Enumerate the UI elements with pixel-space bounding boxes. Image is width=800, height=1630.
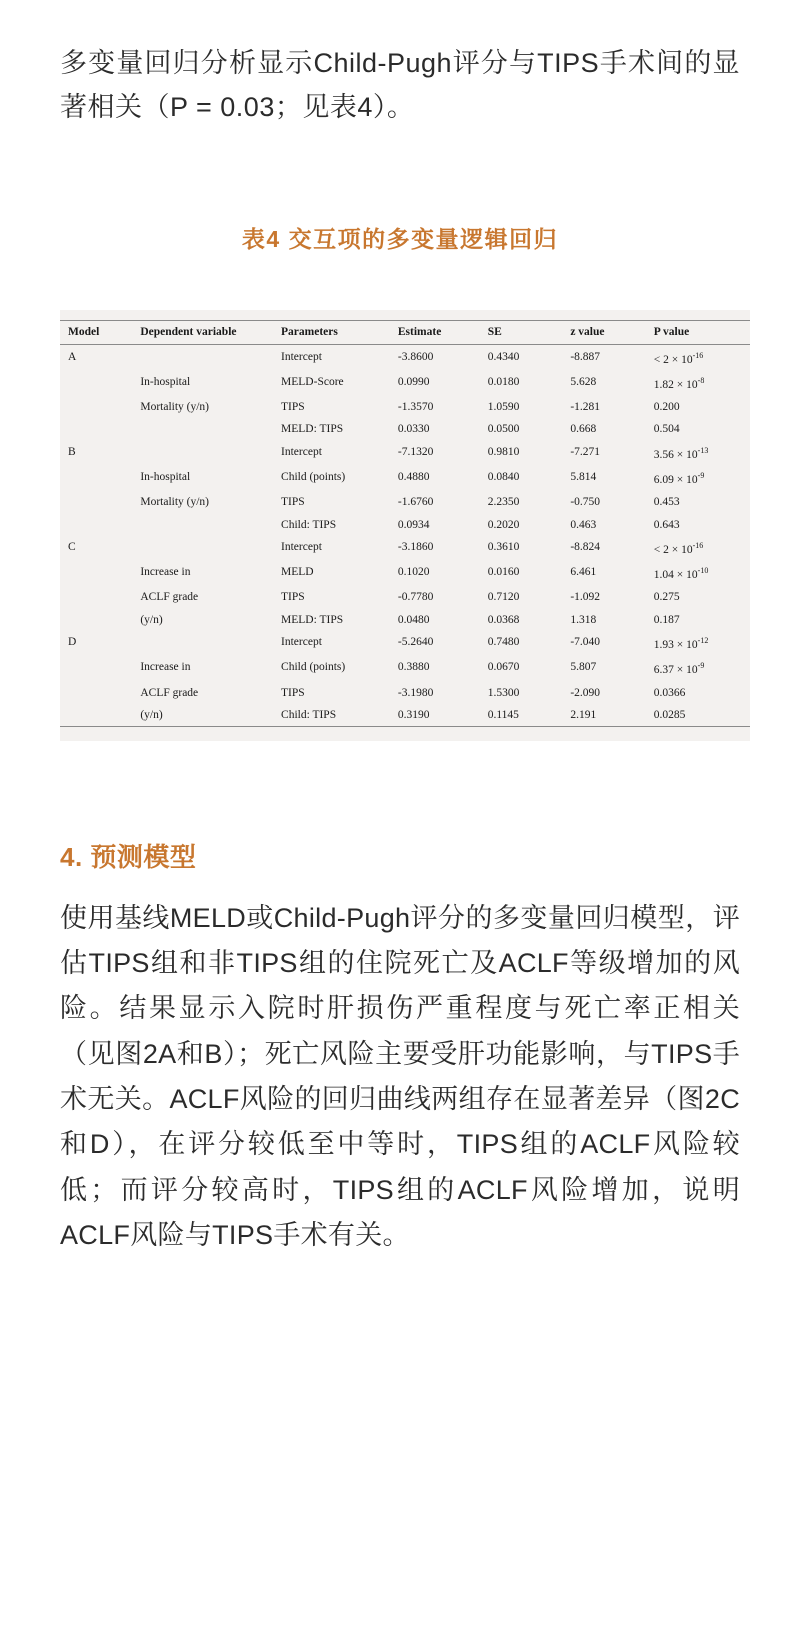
cell-dependent-variable: ACLF grade: [140, 591, 199, 604]
cell-dependent-variable: In-hospital: [140, 375, 191, 388]
cell-z-value: 2.191: [566, 704, 649, 727]
cell-se: 0.7120: [487, 591, 520, 604]
section-heading: 4. 预测模型: [60, 842, 197, 873]
cell-model: [60, 466, 136, 491]
cell-dependent-variable: ACLF grade: [140, 686, 199, 699]
table-row: [60, 536, 750, 561]
table-row: [60, 371, 750, 396]
cell-estimate: -5.2640: [397, 636, 434, 649]
cell-parameters: MELD: TIPS: [281, 613, 344, 626]
cell-se: 0.0670: [487, 661, 520, 674]
column-header-p-value: P value: [650, 321, 750, 345]
cell-estimate: -0.7780: [397, 591, 434, 604]
cell-model: [60, 704, 136, 727]
regression-table-container: [60, 310, 750, 741]
cell-se: 0.0368: [487, 613, 520, 626]
cell-dependent-variable: Increase in: [140, 661, 191, 674]
cell-p-value: 0.0366: [653, 686, 686, 699]
cell-estimate: -1.6760: [397, 496, 434, 509]
table-row: [60, 466, 750, 491]
table-row: [60, 345, 750, 371]
cell-p-value: $1.93 \times 10^{-12}$: [653, 636, 709, 651]
cell-estimate: 0.1020: [397, 566, 430, 579]
cell-estimate: -3.8600: [397, 350, 434, 363]
table-row: [60, 491, 750, 513]
cell-model: [60, 371, 136, 396]
table-row: [60, 513, 750, 535]
cell-p-value: 0.453: [653, 496, 680, 509]
cell-parameters: Child (points): [281, 661, 346, 674]
cell-dependent-variable: In-hospital: [140, 471, 191, 484]
cell-z-value: 6.461: [570, 566, 597, 579]
cell-estimate: -1.3570: [397, 401, 434, 414]
cell-se: 0.1145: [484, 704, 567, 727]
cell-model: D: [68, 636, 77, 649]
table-row: [60, 609, 750, 631]
column-header-estimate: Estimate: [394, 321, 484, 345]
cell-model: C: [68, 540, 76, 553]
table-row: [60, 586, 750, 608]
cell-dependent-variable: [136, 441, 277, 466]
cell-dependent-variable: (y/n): [136, 704, 277, 727]
cell-p-value: < $2 \times 10^{-16}$: [653, 350, 704, 366]
cell-model: A: [68, 350, 77, 363]
cell-parameters: TIPS: [281, 686, 305, 699]
cell-z-value: -0.750: [570, 496, 601, 509]
cell-z-value: 5.807: [570, 661, 597, 674]
cell-estimate: 0.3880: [397, 661, 430, 674]
cell-se: 1.5300: [487, 686, 520, 699]
cell-dependent-variable: [136, 631, 277, 656]
cell-se: 0.9810: [487, 445, 520, 458]
cell-estimate: -3.1980: [397, 686, 434, 699]
column-header-parameters: Parameters: [277, 321, 394, 345]
cell-se: 0.0500: [487, 423, 520, 436]
cell-se: 0.2020: [487, 518, 520, 531]
cell-estimate: 0.0330: [397, 423, 430, 436]
column-header-se: SE: [484, 321, 567, 345]
cell-parameters: TIPS: [281, 591, 305, 604]
cell-estimate: -7.1320: [397, 445, 434, 458]
cell-z-value: 5.814: [570, 471, 597, 484]
cell-z-value: -2.090: [570, 686, 601, 699]
column-header-z-value: z value: [566, 321, 649, 345]
cell-p-value: 0.275: [653, 591, 680, 604]
cell-z-value: -8.887: [570, 350, 601, 363]
cell-p-value: $3.56 \times 10^{-13}$: [653, 445, 709, 461]
cell-estimate: 0.4880: [397, 471, 430, 484]
cell-z-value: 5.628: [570, 375, 597, 388]
table-row: [60, 681, 750, 703]
cell-dependent-variable: Mortality (y/n): [140, 496, 210, 509]
cell-p-value: $6.09 \times 10^{-9}$: [653, 471, 705, 486]
cell-z-value: 0.668: [570, 423, 597, 436]
table-caption: 表4 交互项的多变量逻辑回归: [241, 226, 559, 253]
cell-z-value: 0.463: [570, 518, 597, 531]
cell-parameters: Intercept: [281, 540, 322, 553]
cell-parameters: Child (points): [281, 471, 346, 484]
cell-parameters: Child: TIPS: [277, 704, 394, 727]
cell-parameters: Intercept: [281, 445, 322, 458]
cell-p-value: $1.04 \times 10^{-10}$: [653, 566, 709, 581]
cell-p-value: 0.0285: [650, 704, 750, 727]
table-header: [60, 321, 750, 345]
cell-parameters: TIPS: [281, 496, 305, 509]
cell-parameters: MELD-Score: [281, 375, 344, 388]
cell-model: [60, 681, 136, 703]
cell-z-value: 1.318: [570, 613, 597, 626]
cell-se: 0.0840: [487, 471, 520, 484]
table-row: [60, 441, 750, 466]
cell-dependent-variable: [136, 345, 277, 371]
column-header-dependent-variable: Dependent variable: [136, 321, 277, 345]
cell-se: 0.0160: [487, 566, 520, 579]
cell-z-value: -7.040: [570, 636, 601, 649]
cell-parameters: MELD: [281, 566, 314, 579]
cell-dependent-variable: [136, 418, 277, 440]
cell-parameters: Intercept: [281, 636, 322, 649]
cell-parameters: MELD: TIPS: [281, 423, 344, 436]
cell-dependent-variable: [136, 536, 277, 561]
cell-parameters: TIPS: [281, 401, 305, 414]
cell-p-value: < $2 \times 10^{-16}$: [653, 540, 704, 556]
cell-model: [60, 609, 136, 631]
cell-model: [60, 656, 136, 681]
cell-estimate: 0.0990: [397, 375, 430, 388]
document-page: [0, 42, 800, 1630]
cell-model: [60, 491, 136, 513]
cell-dependent-variable: Mortality (y/n): [140, 401, 210, 414]
cell-z-value: -1.281: [570, 401, 601, 414]
table-row: [60, 418, 750, 440]
cell-model: [60, 561, 136, 586]
cell-p-value: $1.82 \times 10^{-8}$: [653, 375, 705, 391]
cell-parameters: Intercept: [281, 350, 322, 363]
cell-parameters: Child: TIPS: [281, 518, 337, 531]
cell-estimate: -3.1860: [397, 540, 434, 553]
cell-se: 0.3610: [487, 540, 520, 553]
cell-model: [60, 513, 136, 535]
cell-p-value: 0.643: [653, 518, 680, 531]
table-row: [60, 631, 750, 656]
cell-estimate: 0.0934: [397, 518, 430, 531]
intro-paragraph: 多变量回归分析显示Child-Pugh评分与TIPS手术间的显著相关（P = 0.03；见表4）。: [60, 48, 740, 122]
column-header-model: Model: [60, 321, 136, 345]
cell-dependent-variable: (y/n): [140, 613, 163, 626]
cell-dependent-variable: Increase in: [140, 566, 191, 579]
cell-estimate: 0.0480: [397, 613, 430, 626]
cell-p-value: 0.504: [653, 423, 680, 436]
table-row: [60, 656, 750, 681]
cell-se: 0.0180: [487, 375, 520, 388]
cell-se: 2.2350: [487, 496, 520, 509]
cell-model: [60, 586, 136, 608]
cell-z-value: -7.271: [570, 445, 601, 458]
table-row: [60, 704, 750, 727]
regression-table: [60, 320, 750, 727]
cell-model: [60, 396, 136, 418]
cell-se: 0.4340: [487, 350, 520, 363]
cell-p-value: 0.187: [653, 613, 680, 626]
cell-se: 0.7480: [487, 636, 520, 649]
cell-p-value: 0.200: [653, 401, 680, 414]
table-row: [60, 561, 750, 586]
cell-p-value: $6.37 \times 10^{-9}$: [653, 661, 705, 677]
table-body: [60, 345, 750, 727]
cell-se: 1.0590: [487, 401, 520, 414]
table-header-row: [60, 321, 750, 345]
cell-model: [60, 418, 136, 440]
cell-estimate: 0.3190: [394, 704, 484, 727]
table-row: [60, 396, 750, 418]
cell-z-value: -1.092: [570, 591, 601, 604]
cell-model: B: [68, 445, 76, 458]
section-paragraph: 使用基线MELD或Child-Pugh评分的多变量回归模型，评估TIPS组和非TIPS组的住院死亡及ACLF等级增加的风险。结果显示入院时肝损伤严重程度与死亡率正相关（见图2A和B）；死亡风险主要受肝功能影响，与TIPS手术无关。ACLF风险的回归曲线两组存在显著差异（图2C和D），在评分较低至中等时，TIPS组的ACLF风险较低；而评分较高时，TIPS组的ACLF风险增加，说明ACLF风险与TIPS手术有关。: [60, 902, 740, 1251]
cell-dependent-variable: [136, 513, 277, 535]
cell-z-value: -8.824: [570, 540, 601, 553]
